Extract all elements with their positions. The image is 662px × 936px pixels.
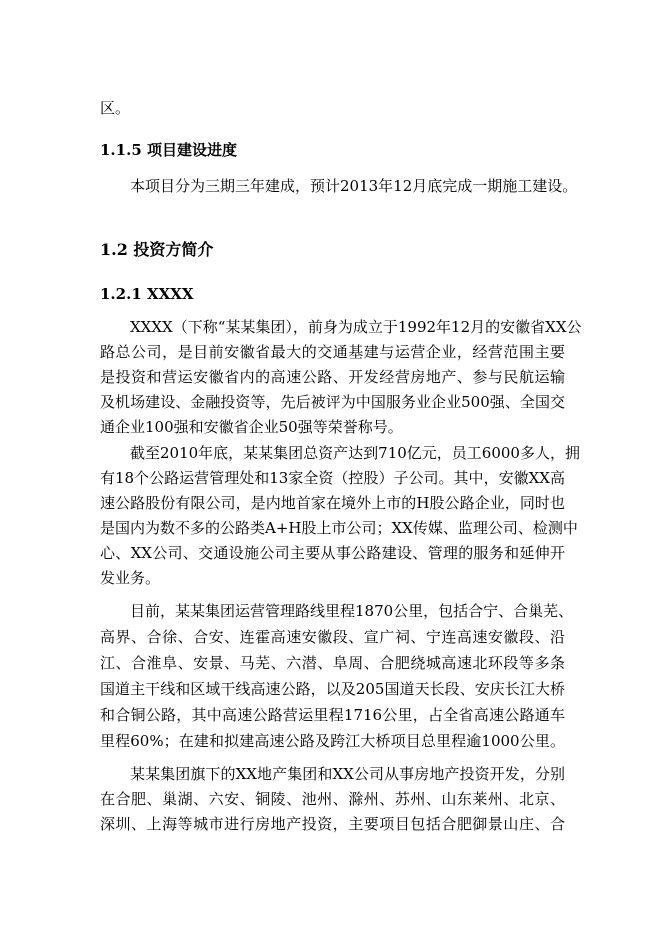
paragraph-line: 截至2010年底，某某集团总资产达到710亿元，员工6000多人，拥 <box>130 444 580 462</box>
paragraph-line: 深圳、上海等城市进行房地产投资，主要项目包括合肥御景山庄、合 <box>100 815 565 833</box>
paragraph-line: 心、XX公司、交通设施公司主要从事公路建设、管理的服务和延伸开 <box>100 544 565 562</box>
paragraph-line: 是国内为数不多的公路类A+H股上市公司；XX传媒、监理公司、检测中 <box>100 519 578 537</box>
paragraph-line: 某某集团旗下的XX地产集团和XX公司从事房地产投资开发，分别 <box>130 765 565 783</box>
paragraph-line: 在合肥、巢湖、六安、铜陵、池州、滁州、苏州、山东莱州、北京、 <box>100 790 565 808</box>
heading-1-2-1 <box>100 284 194 304</box>
section-1-1-5-body: 本项目分为三期三年建成，预计2013年12月底完成一期施工建设。 <box>130 177 578 195</box>
heading-number: 1.2.1 <box>100 285 142 303</box>
heading-number: 1.1.5 <box>100 141 142 159</box>
paragraph-line: XXXX（下称“某某集团），前身为成立于1992年12月的安徽省XX公 <box>130 318 582 336</box>
heading-title: 项目建设进度 <box>147 141 238 159</box>
heading-1-1-5 <box>100 140 237 160</box>
paragraph-line: 国道主干线和区域干线高速公路，以及205国道天长段、安庆长江大桥 <box>100 680 565 698</box>
top-fragment: 区。 <box>100 99 131 117</box>
heading-title: 投资方简介 <box>133 240 214 259</box>
heading-title: XXXX <box>147 285 194 303</box>
paragraph-line: 及机场建设、金融投资等，先后被评为中国服务业企业500强、全国交 <box>100 393 565 411</box>
paragraph-line: 高界、合徐、合安、连霍高速安徽段、宣广祠、宁连高速安徽段、沿 <box>100 628 565 646</box>
paragraph-line: 是投资和营运安徽省内的高速公路、开发经营房地产、参与民航运输 <box>100 368 565 386</box>
heading-1-2 <box>100 240 213 260</box>
paragraph-line: 速公路股份有限公司，是内地首家在境外上市的H股公路企业，同时也 <box>100 494 565 512</box>
paragraph-line: 发业务。 <box>100 569 161 587</box>
paragraph-line: 有18个公路运营管理处和13家全资（控股）子公司。其中，安徽XX高 <box>100 469 565 487</box>
paragraph-line: 路总公司，是目前安徽省最大的交通基建与运营企业，经营范围主要 <box>100 343 565 361</box>
paragraph-line: 通企业100强和安徽省企业50强等荣誉称号。 <box>100 418 403 436</box>
paragraph-line: 目前，某某集团运营管理路线里程1870公里，包括合宁、合巢芜、 <box>130 602 574 620</box>
paragraph-line: 江、合淮阜、安景、马芜、六潜、阜周、合肥绕城高速北环段等多条 <box>100 654 565 672</box>
paragraph-line: 和合铜公路，其中高速公路营运里程1716公里，占全省高速公路通车 <box>100 706 565 724</box>
heading-number: 1.2 <box>100 240 128 259</box>
paragraph-line: 里程60%；在建和拟建高速公路及跨江大桥项目总里程逾1000公里。 <box>100 732 565 750</box>
